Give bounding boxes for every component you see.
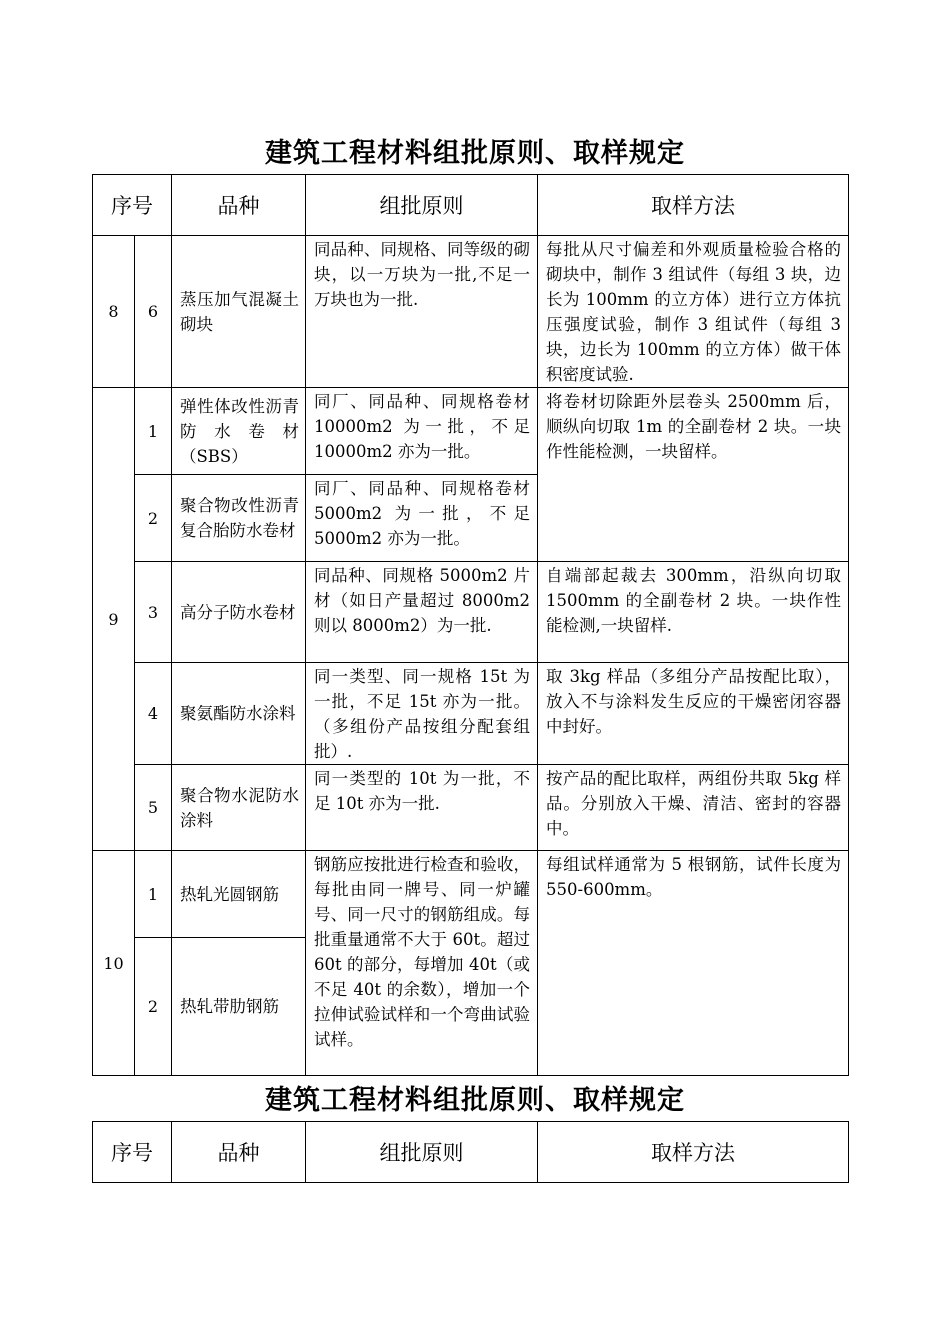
batching-rule: 同品种、同规格、同等级的砌块，以一万块为一批,不足一万块也为一批.	[306, 236, 538, 388]
header-index: 序号	[93, 1122, 172, 1183]
batching-rule: 同品种、同规格 5000m2 片材（如日产量超过 8000m2 则以 8000m2）为一批.	[306, 562, 538, 663]
table-header-row	[93, 1122, 849, 1183]
header-variety: 品种	[172, 1122, 306, 1183]
row-number: 1	[135, 388, 172, 475]
materials-table	[92, 174, 849, 1076]
sampling-method: 按产品的配比取样，两组份共取 5kg 样品。分别放入干燥、清洁、密封的容器中。	[538, 765, 849, 851]
page-title: 建筑工程材料组批原则、取样规定	[265, 1085, 685, 1116]
table-row	[93, 388, 849, 475]
table-header-row	[93, 175, 849, 236]
batching-rule: 同厂、同品种、同规格卷材 5000m2 为一批，不足 5000m2 亦为一批。	[306, 475, 538, 562]
batching-rule: 同一类型的 10t 为一批，不足 10t 亦为一批.	[306, 765, 538, 851]
sampling-method: 每批从尺寸偏差和外观质量检验合格的砌块中，制作 3 组试件（每组 3 块，边长为 100mm 的立方体）进行立方体抗压强度试验，制作 3 组试件（每组 3 块，边长为 100mm 的立方体）做干体积密度试验.	[538, 236, 849, 388]
material-name: 聚合物水泥防水涂料	[172, 765, 306, 851]
group-number: 8	[93, 236, 135, 388]
header-variety: 品种	[172, 175, 306, 236]
material-name: 弹性体改性沥青防水卷材（SBS）	[172, 388, 306, 475]
header-sampling: 取样方法	[538, 1122, 849, 1183]
material-name: 高分子防水卷材	[172, 562, 306, 663]
row-number: 2	[135, 938, 172, 1076]
row-number: 3	[135, 562, 172, 663]
table-row	[93, 765, 849, 851]
row-number: 4	[135, 663, 172, 765]
materials-table-header-continued	[92, 1121, 849, 1183]
row-number: 5	[135, 765, 172, 851]
row-number: 1	[135, 851, 172, 938]
sampling-method: 自端部起裁去 300mm，沿纵向切取 1500mm 的全副卷材 2 块。一块作性能检测,一块留样.	[538, 562, 849, 663]
table-row	[93, 663, 849, 765]
row-number: 2	[135, 475, 172, 562]
material-name: 聚合物改性沥青复合胎防水卷材	[172, 475, 306, 562]
table-row	[93, 562, 849, 663]
material-name: 蒸压加气混凝土砌块	[172, 236, 306, 388]
batching-rule: 钢筋应按批进行检查和验收，每批由同一牌号、同一炉罐号、同一尺寸的钢筋组成。每批重量通常不大于 60t。超过 60t 的部分，每增加 40t（或不足 40t 的余数），增加一个拉伸试验试样和一个弯曲试验试样。	[306, 851, 538, 1076]
batching-rule: 同一类型、同一规格 15t 为一批，不足 15t 亦为一批。（多组份产品按组分配套组批）.	[306, 663, 538, 765]
header-sampling: 取样方法	[538, 175, 849, 236]
group-number: 9	[93, 388, 135, 851]
header-index: 序号	[93, 175, 172, 236]
batching-rule: 同厂、同品种、同规格卷材 10000m2 为一批，不足 10000m2 亦为一批。	[306, 388, 538, 475]
material-name: 热轧光圆钢筋	[172, 851, 306, 938]
sampling-method: 将卷材切除距外层卷头 2500mm 后，顺纵向切取 1m 的全副卷材 2 块。一块作性能检测，一块留样。	[538, 388, 849, 562]
page-title: 建筑工程材料组批原则、取样规定	[265, 138, 685, 169]
header-batching: 组批原则	[306, 175, 538, 236]
sampling-method: 每组试样通常为 5 根钢筋，试件长度为 550-600mm。	[538, 851, 849, 1076]
table-row	[93, 236, 849, 388]
header-batching: 组批原则	[306, 1122, 538, 1183]
material-name: 热轧带肋钢筋	[172, 938, 306, 1076]
material-name: 聚氨酯防水涂料	[172, 663, 306, 765]
sampling-method: 取 3kg 样品（多组分产品按配比取），放入不与涂料发生反应的干燥密闭容器中封好。	[538, 663, 849, 765]
group-number: 10	[93, 851, 135, 1076]
table-row	[93, 851, 849, 938]
row-number: 6	[135, 236, 172, 388]
